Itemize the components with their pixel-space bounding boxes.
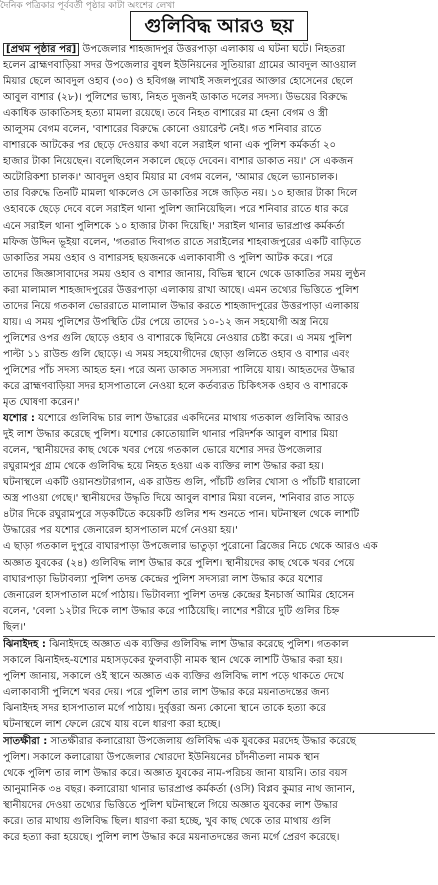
text-line: আলুসম বেগম বলেন, 'বাশারের বিরুদ্ধে কোনো ওয়ারেন্ট নেই। গত শনিবার রাতে bbox=[3, 124, 322, 136]
cut-off-previous-text: দৈনিক পত্রিকার পূর্ববর্তী পৃষ্ঠার কাটা অংশের লেখা bbox=[0, 1, 175, 11]
text-line: অজ্ঞাত যুবকের (২৪) গুলিবিদ্ধ লাশ উদ্ধার করে পুলিশ। স্থানীয়দের কাছ থেকে খবর পেয়ে bbox=[3, 557, 355, 569]
jhenaidah-first-line bbox=[3, 637, 435, 653]
text-line: বাঘারপাড়া ভিটাবল্যা পুলিশ তদন্ত কেন্দ্রের পুলিশ সদস্যরা লাশ উদ্ধার করে যশোর bbox=[3, 573, 323, 585]
text-line: ঝিনাইদহ সদর হাসপাতাল মর্গে পাঠায়। দুর্বৃত্তরা অন্য কোনো স্থানে তাকে হত্যা করে bbox=[3, 702, 326, 714]
text-line: উদ্ধারের পর যশোর জেনারেল হাসপাতাল মর্গে নেওয়া হয়।' bbox=[3, 525, 238, 537]
article-body bbox=[3, 42, 435, 882]
section-jessore bbox=[3, 411, 435, 637]
text-line: পুলিশ। সকালে কলারোয়া উপজেলার খোরদো ইউনিয়নের চাঁদনীতলা নামক স্থান bbox=[3, 752, 320, 764]
text-line: এ ছাড়া গতকাল দুপুরে বাঘারপাড়া উপজেলার ভাতুড়া পুরোনো ব্রিজের নিচে থেকে আরও এক bbox=[3, 541, 378, 553]
text-line: করে। তার মাথায় গুলিবিদ্ধ ছিল। ধারণা করা হচ্ছে, খুব কাছ থেকে তার মাথায় গুলি bbox=[3, 816, 331, 828]
text-line: দুই লাশ উদ্ধার করেছে পুলিশ। যশোর কোতোয়ালি থানার পরিদর্শক আবুল বাশার মিয়া bbox=[3, 429, 338, 441]
text-line: ঘটনাস্থলে একটি ওয়ানশুটারগান, এক রাউন্ড গুলি, পাঁচটি গুলির খোসা ও পাঁচটি ধারালো bbox=[3, 477, 361, 489]
text-line: মিয়ার ছেলে আবদুল ওহাব (৩০) ও হবিগঞ্জ লাখাই সজলপুরের আক্তার হোসেনের ছেলে bbox=[3, 76, 353, 88]
text-line: হলেন ব্রাহ্মণবাড়িয়া সদর উপজেলার বুধল ইউনিয়নের সুতিয়ারা গ্রামের আবদুল আওয়াল bbox=[3, 60, 357, 72]
text-line: পুলিশের পাঁচ সদস্য আহত হন। পরে অন্য ডাকাত সদস্যরা পালিয়ে যায়। আহতদের উদ্ধার bbox=[3, 364, 355, 376]
text-line: থেকে পুলিশ তার লাশ উদ্ধার করে। অজ্ঞাত যুবকের নাম-পরিচয় জানা যায়নি। তার বয়স bbox=[3, 768, 348, 780]
headline-box bbox=[0, 11, 438, 41]
text-line: করে হত্যা করা হয়েছে। পুলিশ লাশ উদ্ধার করে ময়নাতদন্তের জন্য মর্গে প্রেরণ করেছে। bbox=[3, 832, 340, 844]
text-line: পাল্টা ১১ রাউন্ড গুলি ছোড়ে। এ সময় সহযোগীদের ছোড়া গুলিতে ওহাব ও বাশার এবং bbox=[3, 348, 350, 360]
text-line: একাধিক ডাকাতিসহ হত্যা মামলা রয়েছে। তবে নিহত বাশারের মা হেনা বেগম ও স্ত্রী bbox=[3, 108, 328, 120]
text-line: ৪টার দিকে রঘুরামপুরে সড়কটিতে কয়েকটি গুলির শব্দ শুনতে পান। ঘটনাস্থল থেকে লাশটি bbox=[3, 509, 360, 521]
text-line: করে ব্রাহ্মণবাড়িয়া সদর হাসপাতালে নেওয়া হলে কর্তব্যরত চিকিৎসক ওহাব ও বাশারকে bbox=[3, 380, 348, 392]
text-line: পুলিশের ওপর গুলি ছোড়ে ওহাব ও বাশারকে ছিনিয়ে নেওয়ার চেষ্টা করে। এ সময় পুলিশ bbox=[3, 332, 352, 344]
jessore-first-line bbox=[3, 411, 435, 427]
text-line: মৃত ঘোষণা করেন।' bbox=[3, 397, 80, 409]
text-line: হাজার টাকা নিয়েছেন। বলেছিলেন সকালে ছেড়ে দেবেন। বাশার ডাকাত নয়।' সে একজন bbox=[3, 156, 354, 168]
text-line: ঘটনাস্থলে লাশ ফেলে রেখে যায় বলে ধারণা করা হচ্ছে। bbox=[3, 717, 435, 734]
text-line: জেনারেল হাসপাতাল মর্গে পাঠায়। ভিটাবল্যা পুলিশ তদন্ত কেন্দ্রের ইনচার্জ আমির হোসেন bbox=[3, 589, 355, 601]
text-line: স্থানীয়দের দেওয়া তথ্যের ভিত্তিতে পুলিশ ঘটনাস্থলে গিয়ে অজ্ঞাত যুবকের লাশ উদ্ধার bbox=[3, 800, 338, 812]
lead-line bbox=[3, 42, 435, 58]
text-line: সকালে ঝিনাইদহ-যশোর মহাসড়কের ফুলবাড়ী নামক স্থান থেকে লাশটি উদ্ধার করা হয়। bbox=[3, 654, 343, 666]
paragraph-main bbox=[3, 58, 435, 411]
text-line: আনুমানিক ৩৪ বছর। কলারোয়া থানার ভারপ্রাপ্ত কর্মকর্তা (ওসি) বিপ্লব কুমার নাথ জানান, bbox=[3, 784, 356, 796]
text-line: এলাকাবাসী পুলিশে খবর দেয়। পরে পুলিশ তার লাশ উদ্ধার করে ময়নাতদন্তের জন্য bbox=[3, 686, 330, 698]
text-line: বাশারকে আটকের পর ছেড়ে দেওয়ার কথা বলে সরাইল থানা এক পুলিশ কর্মকর্তা ২০ bbox=[3, 140, 337, 152]
jhenaidah-lead-text: ঝিনাইদহে অজ্ঞাত এক ব্যক্তির গুলিবিদ্ধ লাশ উদ্ধার করেছে পুলিশ। গতকাল bbox=[45, 638, 349, 650]
text-line: বলেন, 'স্থানীয়দের কাছ থেকে খবর পেয়ে গতকাল ভোরে যশোর সদর উপজেলার bbox=[3, 445, 322, 457]
text-line: যায়। এ সময় পুলিশের উপস্থিতি টের পেয়ে তাদের ১০-১২ জন সহযোগী অস্ত্র নিয়ে bbox=[3, 316, 329, 328]
text-line: ওহাবকে ছেড়ে দেবে বলে সরাইল থানা পুলিশ জানিয়েছিল। পরে শনিবার রাতে ধার করে bbox=[3, 204, 349, 216]
text-line: অস্ত্র পাওয়া গেছে।' স্থানীয়দের উদ্ধৃতি দিয়ে আবুল বাশার মিয়া বলেন, 'শনিবার রাত সাড়ে bbox=[3, 493, 355, 505]
text-line: পুলিশ জানায়, সকালে ওই স্থানে অজ্ঞাত এক ব্যক্তির গুলিবিদ্ধ লাশ পড়ে থাকতে দেখে bbox=[3, 670, 344, 682]
text-line: অটোরিকশা চালক।' আবদুল ওহাব মিয়ার মা বেগম বলেন, 'আমার ছেলে ভ্যানচালক। bbox=[3, 172, 338, 184]
jessore-lead-text: যশোরে গুলিবিদ্ধ চার লাশ উদ্ধারের একদিনের মাথায় গতকাল গুলিবিদ্ধ আরও bbox=[34, 413, 349, 425]
section-satkhira bbox=[3, 734, 435, 846]
text-line: তাদের জিজ্ঞাসাবাদের সময় ওহাব ও বাশার জানায়, বিভিন্ন স্থানে থেকে ডাকাতির সময় লুণ্ঠন bbox=[3, 268, 366, 280]
satkhira-label: সাতক্ষীরা : bbox=[3, 736, 48, 748]
text-line: মফিজ উদ্দিন ভূইয়া বলেন, 'গতরাত দিবাগত রাতে সরাইলের শাহবাজপুরের একটি বাড়িতে bbox=[3, 236, 362, 248]
text-line: করা মালামাল শাহজাদপুরের উত্তরপাড়া এলাকায় রাখা আছে। এমন তথ্যের ভিত্তিতে পুলিশ bbox=[3, 284, 359, 296]
text-line: তাদের নিয়ে গতকাল ভোররাতে মালামাল উদ্ধার করতে শাহজাদপুরের উত্তরপাড়া এলাকায় bbox=[3, 300, 360, 312]
text-line: আবুল বাশার (২৮)। পুলিশের ভাষ্য, নিহত দুজনই ডাকাত দলের সদস্য। উভয়ের বিরুদ্ধে bbox=[3, 92, 348, 104]
satkhira-lead-text: সাতক্ষীরার কলারোয়া উপজেলায় গুলিবিদ্ধ এক যুবকের মরদেহ উদ্ধার করেছে bbox=[47, 736, 357, 748]
text-line: তার বিরুদ্ধে তিনটি মামলা থাকলেও সে ডাকাতির সঙ্গে জড়িত নয়। ১০ হাজার টাকা দিলে bbox=[3, 188, 358, 200]
text-line: ছিল।' bbox=[3, 620, 435, 637]
text-line: রঘুরামপুর গ্রাম থেকে গুলিবিদ্ধ হয়ে নিহত হওয়া এক ব্যক্তির লাশ উদ্ধার করা হয়। bbox=[3, 461, 324, 473]
jhenaidah-label: ঝিনাইদহ : bbox=[3, 638, 46, 650]
text-line: এনে সরাইল থানা পুলিশকে ১০ হাজার টাকা দিয়েছি।' সরাইল থানার ভারপ্রাপ্ত কর্মকর্তা bbox=[3, 220, 345, 232]
text-line: ডাকাতির সময় ওহাব ও বাশারসহ ছয়জনকে এলাকাবাসী ও পুলিশ আটক করে। পরে bbox=[3, 252, 333, 264]
jessore-label: যশোর : bbox=[3, 413, 35, 425]
lead-text: উপজেলার শাহজাদপুর উত্তরপাড়া এলাকায় এ ঘটনা ঘটে। নিহতরা bbox=[79, 44, 346, 55]
satkhira-first-line bbox=[3, 734, 435, 750]
headline: গুলিবিদ্ধ আরও ছয় bbox=[130, 11, 309, 41]
text-line: বলেন, 'বেলা ১২টার দিকে লাশ উদ্ধার করে পাঠিয়েছি। লাশের শরীরে দুটি গুলির চিহ্ন bbox=[3, 605, 340, 617]
section-jhenaidah bbox=[3, 637, 435, 734]
continued-from-label: [প্রথম পৃষ্ঠার পর] bbox=[3, 43, 79, 56]
